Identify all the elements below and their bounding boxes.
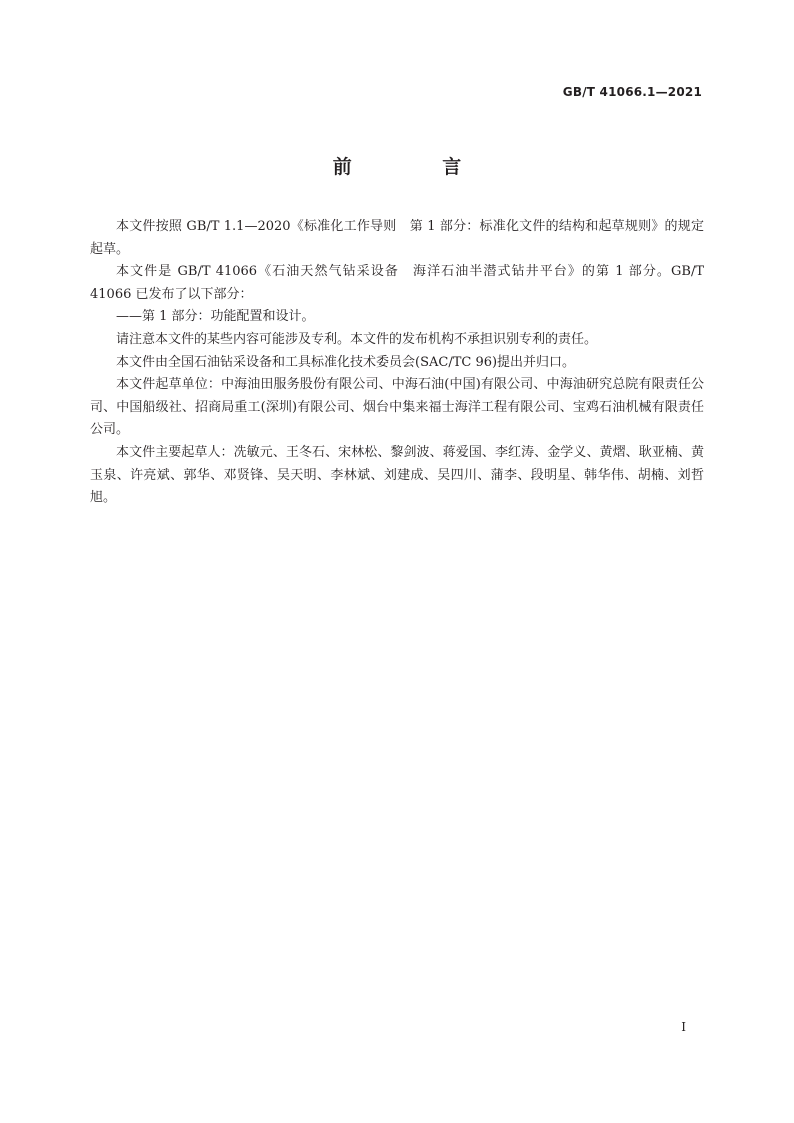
- page-number: I: [681, 1020, 686, 1034]
- paragraph-part-list-item: ——第 1 部分：功能配置和设计。: [116, 309, 315, 325]
- paragraph-drafting-units: 本文件起草单位：中海油田服务股份有限公司、中海石油(中国)有限公司、中海油研究总院有限责任公司、中国船级社、招商局重工(深圳)有限公司、烟台中集来福士海洋工程有限公司、宝鸡石油机械有限责任公司。: [90, 377, 704, 438]
- paragraph-proposer: 本文件由全国石油钻采设备和工具标准化技术委员会(SAC/TC 96)提出并归口。: [116, 354, 576, 370]
- paragraph-drafters: 本文件主要起草人：冼敏元、王冬石、宋林松、黎剑波、蒋爱国、李红涛、金学义、黄熠、耿亚楠、黄玉泉、许亮斌、郭华、邓贤锋、吴天明、李林斌、刘建成、吴四川、蒲李、段明星、韩华伟、胡楠、刘哲旭。: [90, 444, 704, 506]
- paragraph-patent-notice: 请注意本文件的某些内容可能涉及专利。本文件的发布机构不承担识别专利的责任。: [116, 331, 598, 347]
- paragraph-drafting-rules: 本文件按照 GB/T 1.1—2020《标准化工作导则 第 1 部分：标准化文件的结构和起草规则》的规定起草。: [90, 219, 704, 257]
- paragraph-series-part: 本文件是 GB/T 41066《石油天然气钻采设备 海洋石油半潜式钻井平台》的第 1 部分。GB/T 41066 已发布了以下部分：: [90, 264, 704, 302]
- foreword-body: [90, 216, 704, 510]
- page-title: 前 言: [332, 156, 504, 178]
- standard-code: GB/T 41066.1—2021: [562, 85, 702, 99]
